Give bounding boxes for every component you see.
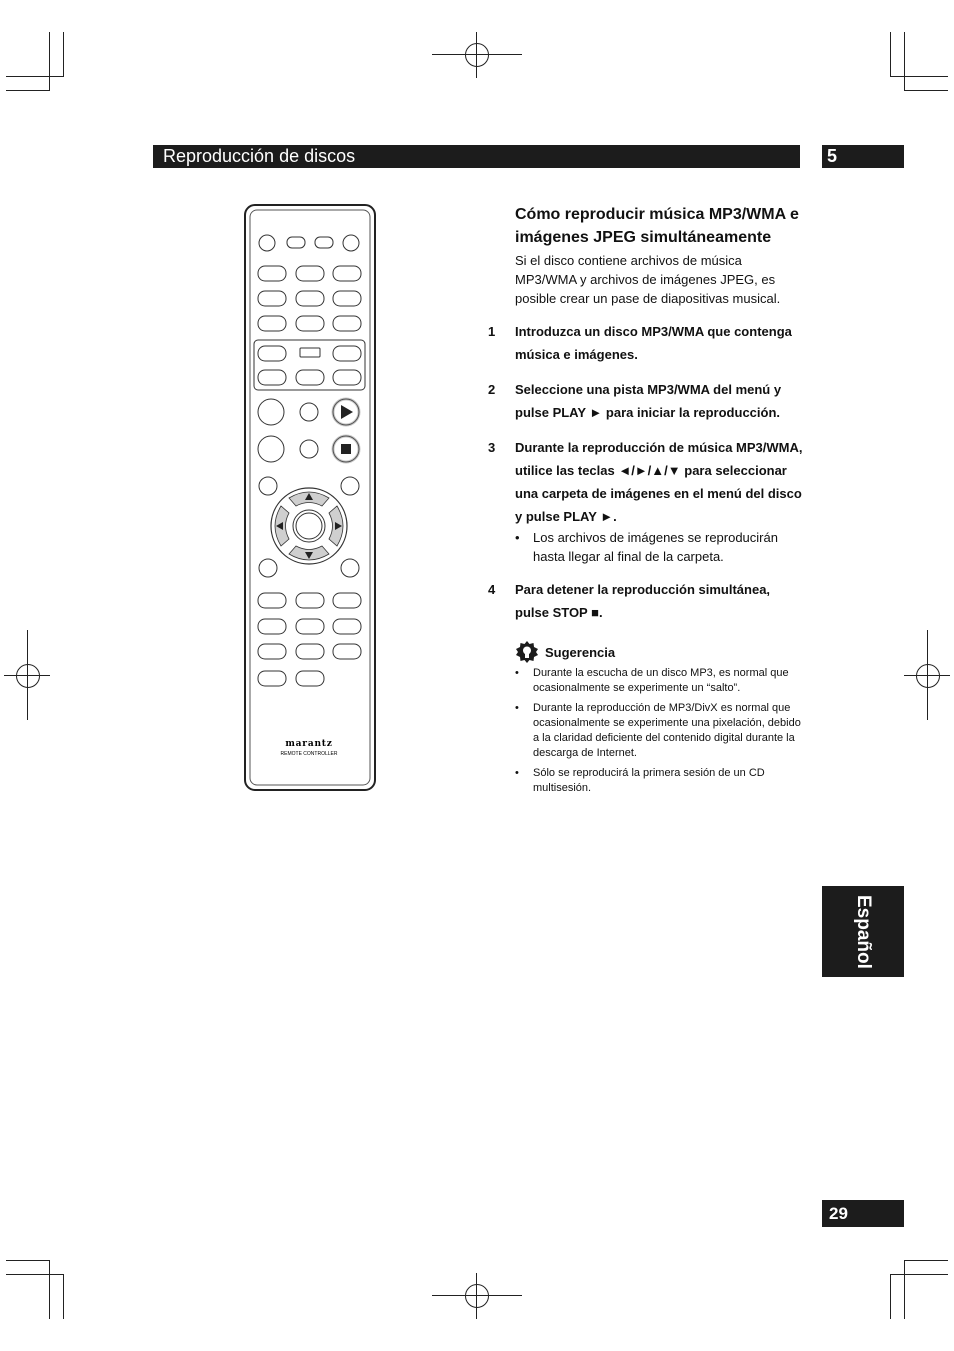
bullet-symbol: • (515, 667, 519, 679)
step-number: 1 (488, 324, 496, 339)
step-3 (488, 436, 806, 528)
tip-item (515, 666, 806, 696)
step-4 (488, 578, 806, 624)
tip-list (506, 666, 806, 796)
step-3-note (515, 528, 806, 566)
chapter-number: 5 (827, 146, 838, 166)
tip-item (515, 701, 806, 761)
tip-item (515, 766, 806, 796)
tip-header (515, 640, 806, 664)
step-text: Para detener la reproducción simultánea, pulse STOP ■. (515, 582, 771, 620)
bullet-symbol: • (515, 530, 520, 545)
step-text: Introduzca un disco MP3/WMA que contenga música e imágenes. (515, 324, 792, 362)
bullet-symbol: • (515, 767, 519, 779)
remote-caption: REMOTE CONTROLLER (280, 751, 338, 757)
page-title: Reproducción de discos (163, 146, 356, 166)
step-text: Seleccione una pista MP3/WMA del menú y pulse PLAY ► para iniciar la reproducción. (515, 382, 782, 420)
remote-control-illustration (240, 200, 380, 795)
tip-text: Sólo se reproducirá la primera sesión de un CD multisesión. (533, 767, 765, 794)
step-number: 4 (488, 582, 496, 597)
content-column (488, 203, 806, 801)
remote-brand: marantz (285, 739, 333, 749)
lightbulb-icon (515, 640, 539, 664)
step-text: Durante la reproducción de música MP3/WMA, utilice las teclas ◄/►/▲/▼ para seleccionar una carpeta de imágenes en el menú del disco y pulse PLAY ►. (515, 440, 803, 524)
bullet-symbol: • (515, 702, 519, 714)
language-label: Español (853, 894, 874, 969)
step-1 (488, 320, 806, 366)
bullet-text: Los archivos de imágenes se reproducirán hasta llegar al final de la carpeta. (533, 530, 778, 564)
section-intro: Si el disco contiene archivos de música MP3/WMA y archivos de imágenes JPEG, es posible crear un pase de diapositivas musical. (515, 253, 781, 306)
tip-text: Durante la reproducción de MP3/DivX es normal que ocasionalmente se experimente una pixelación, debido a la claridad deficiente del contenido digital durante la descarga de Internet. (533, 702, 801, 759)
tip-text: Durante la escucha de un disco MP3, es normal que ocasionalmente se experimente un “salto”. (533, 667, 789, 694)
step-number: 2 (488, 382, 496, 397)
step-2 (488, 378, 806, 424)
section-title: Cómo reproducir música MP3/WMA e imágenes JPEG simultáneamente (515, 206, 799, 246)
step-number: 3 (488, 440, 496, 455)
tip-title: Sugerencia (545, 644, 616, 660)
page-number: 29 (829, 1204, 848, 1223)
